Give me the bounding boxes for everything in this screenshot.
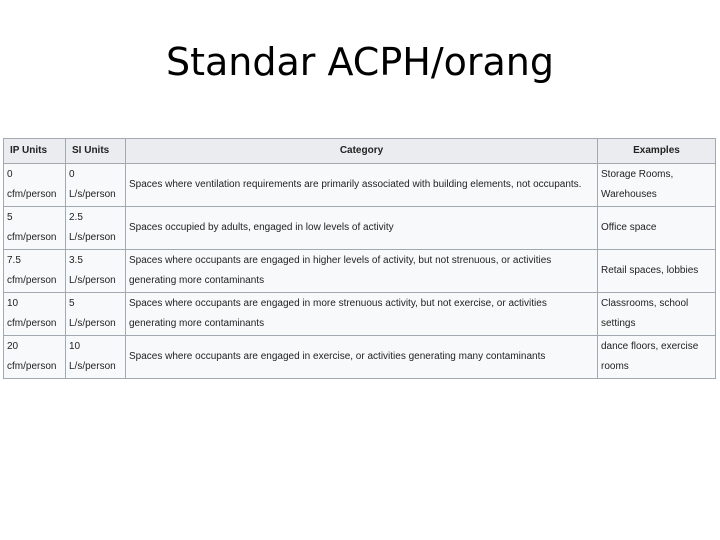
header-category: Category — [126, 139, 598, 164]
cell-ip-units: 5 cfm/person — [4, 207, 66, 250]
slide-title: Standar ACPH/orang — [165, 40, 554, 84]
cell-si-units: 5 L/s/person — [66, 293, 126, 336]
cell-examples: Retail spaces, lobbies — [598, 250, 716, 293]
acph-table — [3, 138, 716, 379]
header-ip-units: IP Units — [4, 139, 66, 164]
cell-ip-units: 10 cfm/person — [4, 293, 66, 336]
cell-category: Spaces where ventilation requirements are primarily associated with building elements, not occupants. — [126, 164, 598, 207]
cell-si-units: 2.5 L/s/person — [66, 207, 126, 250]
cell-examples: dance floors, exercise rooms — [598, 336, 716, 379]
table-row — [4, 293, 716, 336]
table-header-row — [4, 139, 716, 164]
header-examples: Examples — [598, 139, 716, 164]
cell-ip-units: 20 cfm/person — [4, 336, 66, 379]
cell-si-units: 10 L/s/person — [66, 336, 126, 379]
table-row — [4, 336, 716, 379]
table-row — [4, 250, 716, 293]
table-row — [4, 164, 716, 207]
cell-examples: Storage Rooms, Warehouses — [598, 164, 716, 207]
cell-category: Spaces occupied by adults, engaged in low levels of activity — [126, 207, 598, 250]
cell-examples: Office space — [598, 207, 716, 250]
header-si-units: SI Units — [66, 139, 126, 164]
cell-ip-units: 7.5 cfm/person — [4, 250, 66, 293]
cell-si-units: 3.5 L/s/person — [66, 250, 126, 293]
cell-si-units: 0 L/s/person — [66, 164, 126, 207]
table-row — [4, 207, 716, 250]
cell-ip-units: 0 cfm/person — [4, 164, 66, 207]
cell-category: Spaces where occupants are engaged in more strenuous activity, but not exercise, or activities generating more contaminants — [126, 293, 598, 336]
cell-category: Spaces where occupants are engaged in higher levels of activity, but not strenuous, or activities generating more contaminants — [126, 250, 598, 293]
cell-category: Spaces where occupants are engaged in exercise, or activities generating many contaminants — [126, 336, 598, 379]
cell-examples: Classrooms, school settings — [598, 293, 716, 336]
